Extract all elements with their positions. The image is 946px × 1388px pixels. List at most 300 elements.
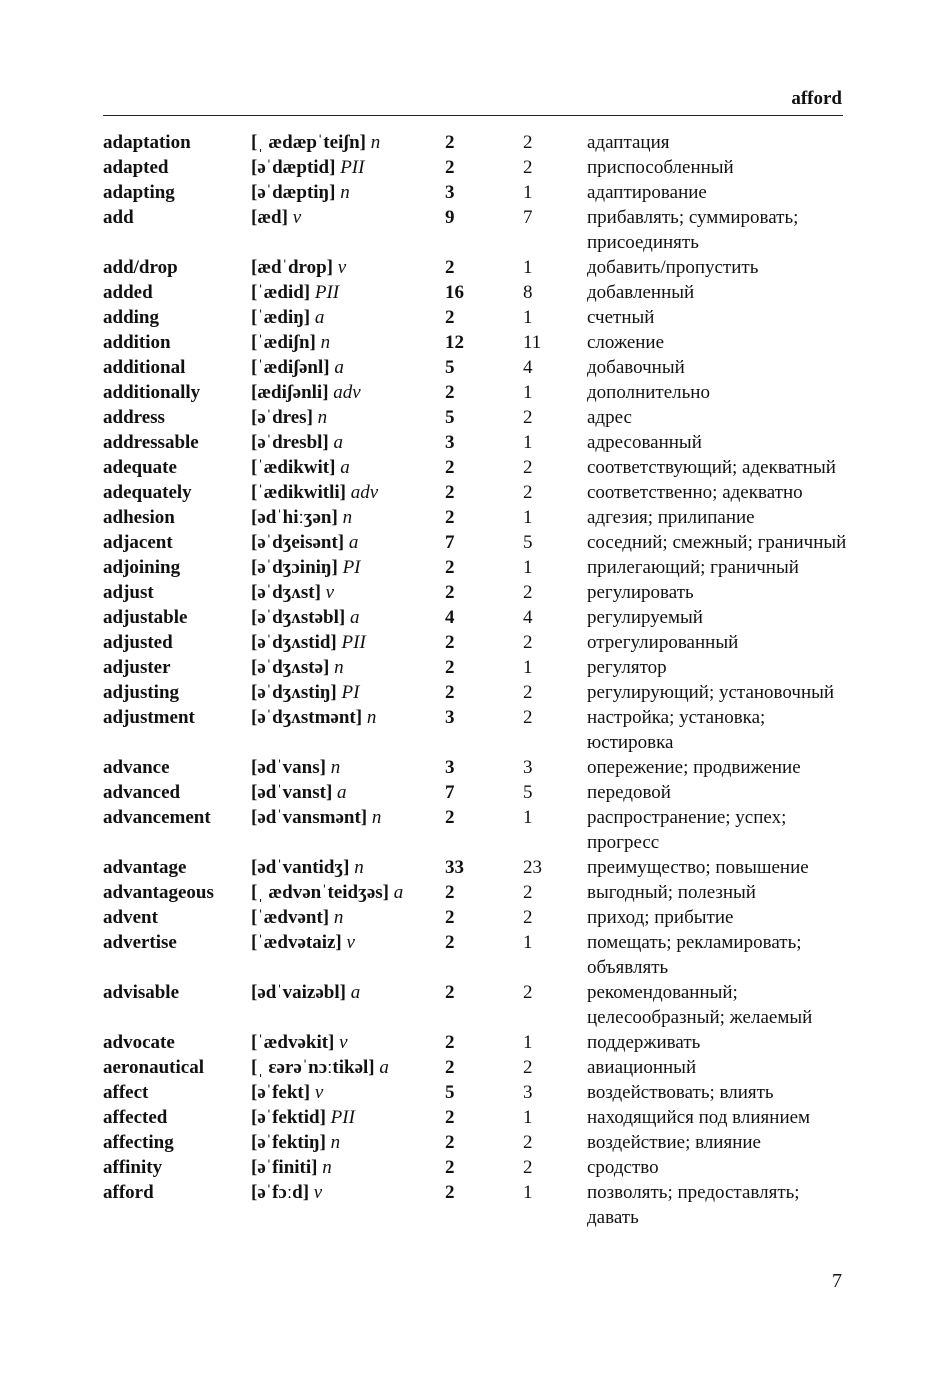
entry-frequency-1: 16 [445, 282, 464, 303]
entry-frequency-2: 3 [523, 757, 533, 778]
entry-frequency-1: 9 [445, 207, 455, 228]
entry-transcription-cell [251, 280, 445, 305]
entry-word: affected [103, 1107, 168, 1128]
entry-transcription-cell [251, 880, 445, 905]
dictionary-entry [103, 980, 863, 1030]
entry-transcription: [ˈædiŋ] [251, 307, 311, 328]
dictionary-entry [103, 205, 863, 255]
entry-frequency-2: 1 [523, 382, 533, 403]
entry-frequency-1: 2 [445, 1107, 455, 1128]
entry-transcription: [əˈfekt] [251, 1082, 311, 1103]
entry-frequency-2: 2 [523, 632, 533, 653]
entry-transcription-cell [251, 355, 445, 380]
entry-frequency-2: 2 [523, 582, 533, 603]
entry-transcription-cell [251, 1080, 445, 1105]
entry-transcription-cell [251, 1155, 445, 1180]
entry-translation: адресованный [587, 432, 702, 453]
entry-part-of-speech: v [339, 1032, 348, 1053]
entry-frequency-2: 2 [523, 482, 533, 503]
entry-part-of-speech: a [350, 982, 361, 1003]
entry-translation: рекомендованный; целесообразный; желаемый [587, 982, 813, 1028]
entry-transcription-cell [251, 330, 445, 355]
entry-translation: дополнительно [587, 382, 710, 403]
entry-word: adaptation [103, 132, 191, 153]
entry-transcription-cell [251, 530, 445, 555]
entry-part-of-speech: PII [340, 157, 365, 178]
dictionary-entry [103, 530, 863, 555]
entry-transcription-cell [251, 130, 445, 155]
entry-frequency-1: 2 [445, 1132, 455, 1153]
entry-word: adjusted [103, 632, 173, 653]
entry-translation: приспособленный [587, 157, 734, 178]
entry-transcription-cell [251, 405, 445, 430]
dictionary-entry [103, 780, 863, 805]
entry-transcription: [ˈædiʃn] [251, 332, 316, 353]
dictionary-entry [103, 930, 863, 980]
entry-frequency-2: 2 [523, 1157, 533, 1178]
entry-translation: соседний; смежный; граничный [587, 532, 847, 553]
entry-part-of-speech: n [370, 132, 381, 153]
dictionary-entry [103, 130, 863, 155]
entry-word: additional [103, 357, 186, 378]
entry-part-of-speech: v [292, 207, 302, 228]
entry-frequency-1: 2 [445, 982, 455, 1003]
entry-frequency-1: 2 [445, 382, 455, 403]
dictionary-entry [103, 855, 863, 880]
dictionary-entry [103, 180, 863, 205]
entry-transcription: [əˈdʒʌstə] [251, 657, 330, 678]
entry-word: add/drop [103, 257, 178, 278]
entry-translation: передовой [587, 782, 671, 803]
entry-translation: адрес [587, 407, 632, 428]
entry-word: affecting [103, 1132, 174, 1153]
dictionary-entry [103, 1180, 863, 1230]
entry-part-of-speech: a [348, 532, 359, 553]
entry-translation: добавить/пропустить [587, 257, 759, 278]
entry-frequency-1: 2 [445, 1032, 455, 1053]
entry-frequency-2: 2 [523, 1057, 533, 1078]
entry-frequency-1: 2 [445, 882, 455, 903]
entry-word: advancement [103, 807, 211, 828]
entry-word: adequately [103, 482, 192, 503]
dictionary-entry [103, 430, 863, 455]
entry-part-of-speech: n [342, 507, 353, 528]
entry-part-of-speech: n [333, 907, 344, 928]
entry-translation: сложение [587, 332, 665, 353]
entry-transcription: [ədˈvanst] [251, 782, 333, 803]
entry-frequency-1: 2 [445, 932, 455, 953]
entry-frequency-1: 2 [445, 482, 455, 503]
entry-transcription: [ədˈhiːʒən] [251, 507, 338, 528]
dictionary-entry [103, 605, 863, 630]
entry-word: adjoining [103, 557, 181, 578]
dictionary-entry [103, 1155, 863, 1180]
entry-transcription-cell [251, 480, 445, 505]
entry-transcription: [əˈdres] [251, 407, 313, 428]
entry-word: addressable [103, 432, 199, 453]
dictionary-entry [103, 705, 863, 755]
entry-translation: авиационный [587, 1057, 697, 1078]
entry-translation: добавочный [587, 357, 685, 378]
entry-part-of-speech: adv [350, 482, 379, 503]
entry-frequency-1: 2 [445, 1157, 455, 1178]
entry-frequency-1: 2 [445, 807, 455, 828]
entry-transcription: [ədˈvans] [251, 757, 326, 778]
entry-translation: прилегающий; граничный [587, 557, 799, 578]
entry-frequency-2: 4 [523, 607, 533, 628]
entry-translation: регулировать [587, 582, 694, 603]
entry-frequency-1: 5 [445, 1082, 455, 1103]
dictionary-entries [103, 130, 863, 1230]
entry-word: advent [103, 907, 158, 928]
entry-transcription-cell [251, 255, 445, 280]
entry-frequency-1: 2 [445, 257, 455, 278]
entry-part-of-speech: a [349, 607, 360, 628]
entry-transcription: [əˈdʒʌstəbl] [251, 607, 346, 628]
entry-word: affect [103, 1082, 149, 1103]
entry-transcription-cell [251, 1130, 445, 1155]
entry-frequency-2: 2 [523, 907, 533, 928]
entry-frequency-1: 3 [445, 182, 455, 203]
entry-part-of-speech: a [337, 782, 347, 803]
entry-part-of-speech: PII [314, 282, 340, 303]
entry-translation: регулятор [587, 657, 667, 678]
entry-transcription: [əˈdʒeisənt] [251, 532, 345, 553]
entry-part-of-speech: v [325, 582, 335, 603]
entry-word: advantageous [103, 882, 214, 903]
entry-frequency-1: 5 [445, 407, 455, 428]
entry-transcription: [əˈfiniti] [251, 1157, 318, 1178]
entry-transcription-cell [251, 155, 445, 180]
entry-frequency-2: 1 [523, 182, 533, 203]
entry-word: adjusting [103, 682, 180, 703]
entry-frequency-2: 2 [523, 882, 533, 903]
entry-word: advantage [103, 857, 187, 878]
entry-frequency-1: 3 [445, 432, 455, 453]
entry-transcription: [ˈædid] [251, 282, 311, 303]
entry-frequency-1: 2 [445, 1182, 455, 1203]
entry-word: address [103, 407, 165, 428]
entry-part-of-speech: a [333, 432, 343, 453]
entry-translation: настройка; установка; юстировка [587, 707, 766, 753]
entry-transcription: [ædˈdrop] [251, 257, 333, 278]
dictionary-entry [103, 630, 863, 655]
entry-part-of-speech: a [379, 1057, 389, 1078]
entry-part-of-speech: a [340, 457, 350, 478]
dictionary-entry [103, 755, 863, 780]
entry-transcription: [əˈdæptiŋ] [251, 182, 336, 203]
entry-part-of-speech: PI [342, 557, 361, 578]
entry-translation: преимущество; повышение [587, 857, 809, 878]
entry-word: adding [103, 307, 159, 328]
entry-translation: адаптация [587, 132, 670, 153]
entry-transcription: [əˈdʒɔiniŋ] [251, 557, 338, 578]
entry-transcription-cell [251, 580, 445, 605]
entry-transcription-cell [251, 680, 445, 705]
dictionary-entry [103, 1030, 863, 1055]
entry-transcription: [ˈædvənt] [251, 907, 330, 928]
entry-transcription-cell [251, 430, 445, 455]
entry-transcription-cell [251, 805, 445, 855]
entry-frequency-1: 7 [445, 782, 455, 803]
entry-frequency-1: 3 [445, 707, 455, 728]
entry-word: advisable [103, 982, 180, 1003]
entry-part-of-speech: adv [333, 382, 361, 403]
page-number: 7 [832, 1270, 842, 1292]
entry-transcription: [əˈfɔːd] [251, 1182, 310, 1203]
entry-word: affinity [103, 1157, 163, 1178]
dictionary-entry [103, 680, 863, 705]
dictionary-entry [103, 655, 863, 680]
entry-frequency-2: 1 [523, 557, 533, 578]
entry-transcription: [æd] [251, 207, 288, 228]
entry-frequency-2: 2 [523, 1132, 533, 1153]
entry-frequency-2: 2 [523, 407, 533, 428]
dictionary-entry [103, 155, 863, 180]
entry-translation: распространение; успех; прогресс [587, 807, 787, 853]
entry-word: adhesion [103, 507, 175, 528]
entry-frequency-1: 33 [445, 857, 464, 878]
entry-word: adapting [103, 182, 175, 203]
entry-word: advance [103, 757, 170, 778]
entry-frequency-2: 2 [523, 132, 533, 153]
entry-transcription-cell [251, 1105, 445, 1130]
entry-frequency-2: 1 [523, 507, 533, 528]
entry-part-of-speech: n [330, 757, 341, 778]
entry-translation: опережение; продвижение [587, 757, 801, 778]
dictionary-entry [103, 405, 863, 430]
running-header-word: afford [791, 88, 842, 109]
entry-part-of-speech: v [314, 1082, 324, 1103]
entry-transcription-cell [251, 505, 445, 530]
dictionary-entry [103, 480, 863, 505]
dictionary-entry [103, 880, 863, 905]
entry-translation: регулируемый [587, 607, 703, 628]
entry-part-of-speech: a [393, 882, 404, 903]
entry-translation: приход; прибытие [587, 907, 734, 928]
entry-word: adapted [103, 157, 169, 178]
entry-frequency-2: 5 [523, 782, 533, 803]
entry-word: additionally [103, 382, 201, 403]
entry-translation: находящийся под влиянием [587, 1107, 811, 1128]
dictionary-entry [103, 380, 863, 405]
entry-word: adjuster [103, 657, 171, 678]
dictionary-entry [103, 305, 863, 330]
header-rule [103, 115, 843, 116]
entry-transcription-cell [251, 630, 445, 655]
entry-translation: воздействие; влияние [587, 1132, 761, 1153]
entry-frequency-2: 1 [523, 932, 533, 953]
dictionary-entry [103, 255, 863, 280]
entry-frequency-2: 4 [523, 357, 533, 378]
entry-frequency-2: 1 [523, 657, 533, 678]
entry-word: adequate [103, 457, 177, 478]
entry-transcription-cell [251, 605, 445, 630]
entry-transcription-cell [251, 655, 445, 680]
entry-part-of-speech: a [334, 357, 344, 378]
entry-frequency-1: 2 [445, 682, 455, 703]
entry-frequency-1: 12 [445, 332, 464, 353]
entry-transcription: [əˈdæptid] [251, 157, 336, 178]
entry-transcription-cell [251, 180, 445, 205]
entry-frequency-1: 2 [445, 157, 455, 178]
dictionary-entry [103, 1080, 863, 1105]
entry-transcription: [ədˈvansmənt] [251, 807, 368, 828]
entry-part-of-speech: v [346, 932, 355, 953]
entry-translation: соответственно; адекватно [587, 482, 803, 503]
entry-transcription-cell [251, 755, 445, 780]
entry-part-of-speech: n [317, 407, 328, 428]
entry-frequency-1: 7 [445, 532, 455, 553]
entry-frequency-1: 2 [445, 132, 455, 153]
entry-part-of-speech: n [366, 707, 377, 728]
entry-frequency-2: 1 [523, 257, 533, 278]
entry-transcription: [əˈdʒʌstiŋ] [251, 682, 337, 703]
entry-transcription: [ˈædvətaiz] [251, 932, 342, 953]
entry-part-of-speech: n [334, 657, 344, 678]
entry-translation: выгодный; полезный [587, 882, 756, 903]
dictionary-entry [103, 555, 863, 580]
entry-part-of-speech: a [314, 307, 325, 328]
entry-frequency-2: 1 [523, 807, 533, 828]
entry-transcription: [ˈædvəkit] [251, 1032, 335, 1053]
entry-frequency-2: 23 [523, 857, 542, 878]
entry-part-of-speech: n [320, 332, 331, 353]
entry-frequency-2: 1 [523, 307, 533, 328]
entry-frequency-1: 5 [445, 357, 455, 378]
dictionary-entry [103, 355, 863, 380]
entry-word: adjacent [103, 532, 173, 553]
entry-transcription: [ˌ ædæpˈteiʃn] [251, 132, 366, 153]
dictionary-entry [103, 330, 863, 355]
entry-transcription-cell [251, 980, 445, 1030]
entry-transcription: [əˈfektiŋ] [251, 1132, 326, 1153]
entry-word: addition [103, 332, 171, 353]
entry-word: advocate [103, 1032, 175, 1053]
entry-word: advanced [103, 782, 181, 803]
entry-transcription: [ˌ ɛərəˈnɔːtikəl] [251, 1057, 375, 1078]
entry-part-of-speech: n [322, 1157, 332, 1178]
entry-part-of-speech: n [371, 807, 382, 828]
dictionary-entry [103, 505, 863, 530]
entry-frequency-1: 2 [445, 657, 455, 678]
entry-transcription: [əˈfektid] [251, 1107, 326, 1128]
entry-transcription-cell [251, 455, 445, 480]
entry-part-of-speech: PII [341, 632, 366, 653]
entry-part-of-speech: v [313, 1182, 323, 1203]
entry-transcription-cell [251, 1030, 445, 1055]
entry-translation: поддерживать [587, 1032, 701, 1053]
entry-translation: адаптирование [587, 182, 707, 203]
entry-frequency-1: 2 [445, 582, 455, 603]
entry-frequency-1: 2 [445, 632, 455, 653]
entry-frequency-2: 8 [523, 282, 533, 303]
entry-frequency-2: 2 [523, 707, 533, 728]
entry-frequency-2: 1 [523, 1182, 533, 1203]
entry-frequency-2: 2 [523, 982, 533, 1003]
entry-translation: сродство [587, 1157, 659, 1178]
entry-part-of-speech: n [330, 1132, 341, 1153]
entry-transcription-cell [251, 855, 445, 880]
entry-frequency-2: 1 [523, 1032, 533, 1053]
entry-word: adjustment [103, 707, 195, 728]
entry-frequency-1: 2 [445, 557, 455, 578]
entry-frequency-1: 2 [445, 1057, 455, 1078]
entry-frequency-1: 2 [445, 307, 455, 328]
entry-transcription: [ədˈvaizəbl] [251, 982, 346, 1003]
dictionary-entry [103, 905, 863, 930]
entry-frequency-1: 2 [445, 907, 455, 928]
entry-translation: адгезия; прилипание [587, 507, 755, 528]
entry-frequency-2: 11 [523, 332, 542, 353]
entry-transcription-cell [251, 205, 445, 255]
entry-frequency-2: 5 [523, 532, 533, 553]
dictionary-entry [103, 805, 863, 855]
entry-transcription-cell [251, 555, 445, 580]
entry-word: added [103, 282, 153, 303]
dictionary-entry [103, 455, 863, 480]
entry-frequency-1: 2 [445, 457, 455, 478]
dictionary-entry [103, 1105, 863, 1130]
entry-part-of-speech: n [354, 857, 364, 878]
dictionary-entry [103, 1055, 863, 1080]
entry-frequency-2: 7 [523, 207, 533, 228]
entry-word: adjustable [103, 607, 188, 628]
dictionary-entry [103, 280, 863, 305]
entry-translation: позволять; предоставлять; давать [587, 1182, 800, 1228]
entry-frequency-2: 3 [523, 1082, 533, 1103]
entry-transcription: [əˈdresbl] [251, 432, 329, 453]
entry-translation: отрегулированный [587, 632, 739, 653]
entry-transcription-cell [251, 305, 445, 330]
entry-translation: прибавлять; суммировать; присоединять [587, 207, 799, 253]
entry-frequency-2: 1 [523, 1107, 533, 1128]
entry-frequency-2: 2 [523, 682, 533, 703]
entry-transcription: [ˈædiʃənl] [251, 357, 330, 378]
entry-transcription: [ˈædikwit] [251, 457, 336, 478]
entry-part-of-speech: PII [330, 1107, 355, 1128]
entry-transcription: [əˈdʒʌstid] [251, 632, 337, 653]
entry-word: adjust [103, 582, 154, 603]
entry-part-of-speech: PI [341, 682, 360, 703]
entry-translation: добавленный [587, 282, 695, 303]
entry-word: aeronautical [103, 1057, 204, 1078]
entry-transcription-cell [251, 780, 445, 805]
entry-part-of-speech: n [340, 182, 350, 203]
entry-transcription-cell [251, 705, 445, 755]
entry-translation: счетный [587, 307, 655, 328]
entry-frequency-1: 4 [445, 607, 455, 628]
entry-word: advertise [103, 932, 177, 953]
entry-translation: соответствующий; адекватный [587, 457, 836, 478]
entry-transcription: [ˌ ædvənˈteidʒəs] [251, 882, 389, 903]
entry-word: add [103, 207, 134, 228]
entry-transcription: [əˈdʒʌstmənt] [251, 707, 363, 728]
entry-transcription-cell [251, 380, 445, 405]
entry-transcription: [ædiʃənli] [251, 382, 329, 403]
dictionary-entry [103, 1130, 863, 1155]
entry-word: afford [103, 1182, 154, 1203]
entry-translation: регулирующий; установочный [587, 682, 835, 703]
entry-transcription: [ədˈvantidʒ] [251, 857, 350, 878]
entry-frequency-2: 2 [523, 157, 533, 178]
dictionary-entry [103, 580, 863, 605]
entry-frequency-1: 2 [445, 507, 455, 528]
entry-transcription: [əˈdʒʌst] [251, 582, 321, 603]
entry-frequency-2: 1 [523, 432, 533, 453]
entry-translation: помещать; рекламировать; объявлять [587, 932, 802, 978]
entry-transcription: [ˈædikwitli] [251, 482, 346, 503]
